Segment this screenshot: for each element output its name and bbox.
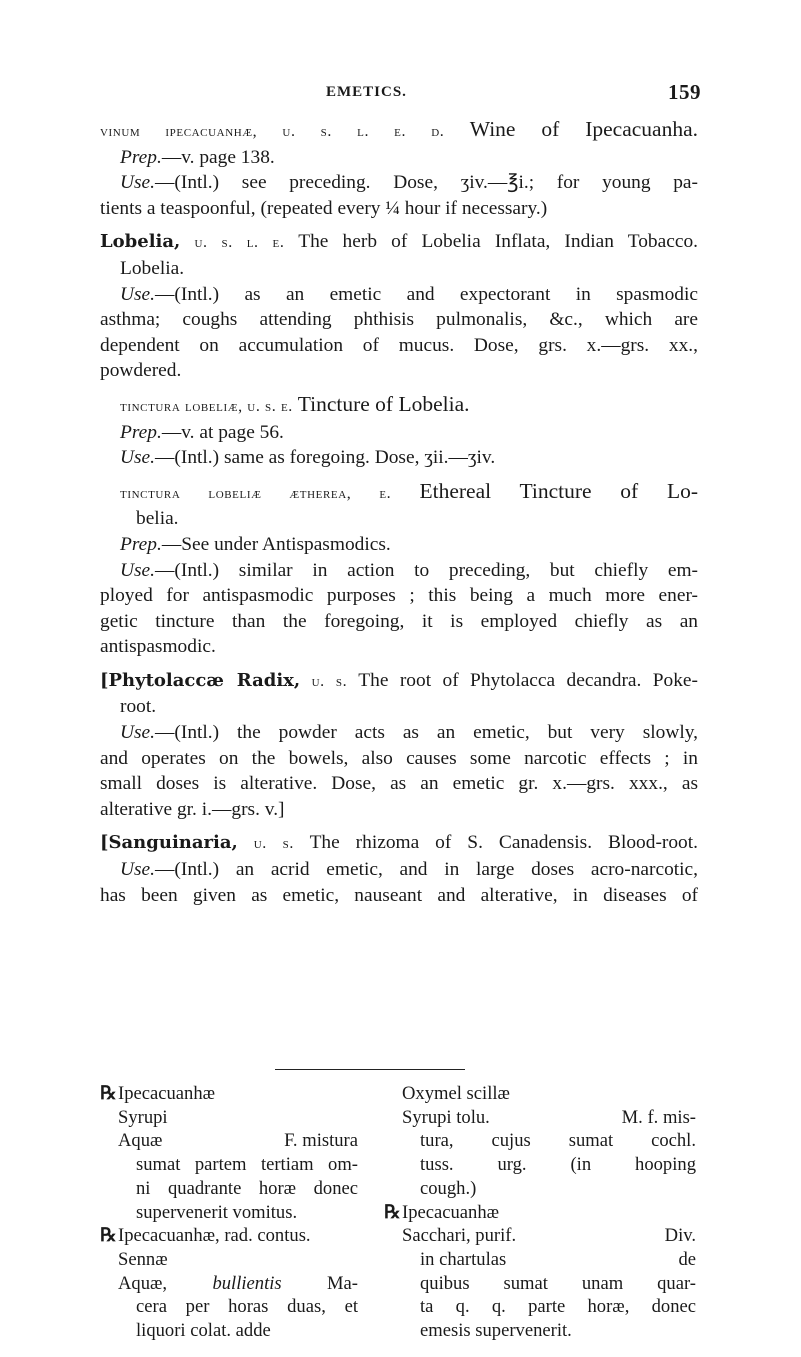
main-text	[100, 117, 698, 908]
drug-description: The rhizoma of S. Canadensis. Blood-root.	[309, 832, 698, 854]
instruction: in chartulas	[420, 1248, 507, 1270]
ingredient: Sennæ	[118, 1248, 168, 1270]
rx-symbol: ℞	[100, 1083, 117, 1104]
ingredient: Sacchari, purif.	[402, 1225, 517, 1247]
instruction: Ma-	[327, 1272, 358, 1294]
pharmacopoeia-abbr: u. s.	[311, 672, 348, 690]
rx-line	[384, 1106, 696, 1130]
use-intl: —(Intl.)	[155, 722, 220, 744]
drug-name: [Sanguinaria,	[100, 832, 238, 854]
rx-symbol: ℞	[384, 1201, 401, 1223]
use-line	[100, 170, 698, 196]
entry-english-title: belia.	[136, 508, 179, 530]
entry-english-title: Tincture of Lobelia.	[297, 391, 470, 416]
entry-latin-title: tinctura lobeliæ ætherea, e.	[120, 484, 392, 502]
page-number: 159	[668, 80, 701, 104]
use-text: powdered.	[100, 360, 182, 382]
instruction: bullientis	[212, 1272, 282, 1294]
entry-tinctura-lobeliae	[100, 392, 698, 471]
instruction: sumat partem tertiam om-	[136, 1154, 358, 1176]
pharmacopoeia-abbr: u. s.	[253, 835, 294, 853]
use-label: Use.	[120, 722, 156, 744]
use-text: an acrid emetic, and in large doses acro-narcotic,	[219, 859, 698, 881]
use-label: Use.	[120, 447, 156, 469]
use-text: see preceding. Dose, ʒiv.—℥i.; for young pa-	[219, 172, 698, 194]
running-header	[0, 80, 801, 110]
use-text: and operates on the bowels, also causes some narcotic effects ; in	[100, 747, 698, 769]
entry-latin-title: tinctura lobeliæ, u. s. e.	[120, 397, 293, 415]
use-text: small doses is alterative. Dose, as an emetic gr. x.—grs. xxx., as	[100, 773, 698, 795]
use-text: similar in action to preceding, but chiefly em-	[219, 559, 698, 581]
use-text: asthma; coughs attending phthisis pulmonalis, &c., which are	[100, 309, 698, 331]
use-label: Use.	[120, 559, 156, 581]
entry-lobelia	[100, 229, 698, 384]
use-intl: —(Intl.)	[155, 283, 220, 305]
use-line	[100, 720, 698, 746]
drug-description: The herb of Lobelia Inflata, Indian Tobacco.	[298, 231, 698, 253]
entry-vinum-ipecacuanhae	[100, 117, 698, 221]
use-line	[100, 857, 698, 883]
ingredient: Ipecacuanhæ	[402, 1201, 500, 1223]
prescriptions-left-column	[100, 1082, 358, 1343]
instruction: F. mistura	[284, 1130, 358, 1152]
rx-line	[384, 1201, 696, 1225]
ingredient: Syrupi tolu.	[402, 1106, 490, 1128]
prep-line	[100, 145, 698, 171]
prep-label: Prep.	[120, 533, 162, 555]
instruction: Div.	[664, 1225, 696, 1247]
rx-line	[384, 1224, 696, 1248]
use-intl: —(Intl.)	[155, 172, 220, 194]
entry-heading	[100, 229, 698, 256]
entry-heading	[100, 479, 698, 507]
instruction: de	[678, 1248, 696, 1270]
entry-heading	[100, 392, 698, 420]
use-intl: —(Intl.)	[155, 859, 220, 881]
rx-line	[100, 1272, 358, 1296]
drug-name: [Phytolaccæ Radix,	[100, 669, 301, 691]
rx-line	[384, 1248, 696, 1272]
drug-description: root.	[120, 696, 157, 718]
ingredient: Ipecacuanhæ	[118, 1083, 216, 1104]
prescriptions-right-column	[384, 1082, 696, 1343]
prep-text: —v. at page 56.	[161, 421, 284, 443]
use-text: tients a teaspoonful, (repeated every ¼ hour if necessary.)	[100, 197, 548, 219]
rx-line	[100, 1082, 358, 1106]
section-divider	[275, 1069, 465, 1070]
instruction: quibus sumat unam quar-	[420, 1272, 696, 1294]
entry-heading	[100, 668, 698, 695]
instruction: ta q. q. parte horæ, donec	[420, 1296, 696, 1318]
instruction: emesis supervenerit.	[420, 1320, 572, 1342]
rx-symbol: ℞	[100, 1225, 117, 1247]
use-text: getic tincture than the foregoing, it is employed chiefly as an	[100, 610, 698, 632]
entry-tinctura-lobeliae-aetherea	[100, 479, 698, 660]
rx-line	[100, 1129, 358, 1153]
instruction: cera per horas duas, et	[136, 1296, 358, 1318]
rx-line	[100, 1224, 358, 1248]
drug-name: Lobelia,	[100, 231, 181, 253]
ingredient: Oxymel scillæ	[402, 1083, 510, 1104]
instruction: M. f. mis-	[621, 1106, 696, 1128]
instruction: tura, cujus sumat cochl.	[420, 1130, 696, 1152]
instruction: cough.)	[420, 1177, 477, 1199]
use-text: ployed for antispasmodic purposes ; this being a much more ener-	[100, 585, 698, 607]
prep-line	[100, 532, 698, 558]
entry-english-title: Wine of Ipecacuanha.	[469, 117, 698, 141]
use-line	[100, 282, 698, 308]
ingredient: Aquæ,	[118, 1272, 168, 1294]
use-text: the powder acts as an emetic, but very slowly,	[219, 722, 698, 744]
use-label: Use.	[120, 859, 156, 881]
entry-heading	[100, 117, 698, 145]
use-text: antispasmodic.	[100, 636, 216, 658]
entry-heading	[100, 830, 698, 857]
entry-phytolacca	[100, 668, 698, 823]
use-line	[100, 558, 698, 584]
instruction: tuss. urg. (in hooping	[420, 1154, 696, 1176]
entry-sanguinaria	[100, 830, 698, 908]
use-intl: —(Intl.)	[155, 559, 220, 581]
use-line	[100, 445, 698, 471]
entry-english-title: Ethereal Tincture of Lo-	[419, 478, 698, 503]
use-text: dependent on accumulation of mucus. Dose, grs. x.—grs. xx.,	[100, 334, 698, 356]
instruction: liquori colat. adde	[136, 1320, 271, 1342]
use-text: same as foregoing. Dose, ʒii.—ʒiv.	[219, 447, 496, 469]
chapter-title: EMETICS.	[326, 84, 407, 100]
use-intl: —(Intl.)	[155, 447, 220, 469]
prep-text: —See under Antispasmodics.	[161, 533, 391, 555]
prep-line	[100, 420, 698, 446]
drug-description: The root of Phytolacca decandra. Poke-	[358, 669, 698, 691]
instruction: supervenerit vomitus.	[136, 1201, 298, 1223]
prep-label: Prep.	[120, 421, 162, 443]
ingredient: Aquæ	[118, 1130, 163, 1152]
pharmacopoeia-abbr: u. s. l. e.	[194, 234, 285, 252]
use-text: alterative gr. i.—grs. v.]	[100, 798, 285, 820]
prep-text: —v. page 138.	[161, 146, 275, 168]
ingredient: Ipecacuanhæ, rad. contus.	[118, 1225, 311, 1247]
use-text: as an emetic and expectorant in spasmodic	[219, 283, 698, 305]
ingredient: Syrupi	[118, 1106, 168, 1128]
drug-description: Lobelia.	[120, 257, 185, 279]
instruction: ni quadrante horæ donec	[136, 1177, 358, 1199]
use-label: Use.	[120, 283, 156, 305]
prep-label: Prep.	[120, 146, 162, 168]
use-label: Use.	[120, 172, 156, 194]
entry-latin-title: vinum ipecacuanhæ, u. s. l. e. d.	[100, 123, 445, 140]
use-text: has been given as emetic, nauseant and alterative, in diseases of	[100, 884, 698, 906]
